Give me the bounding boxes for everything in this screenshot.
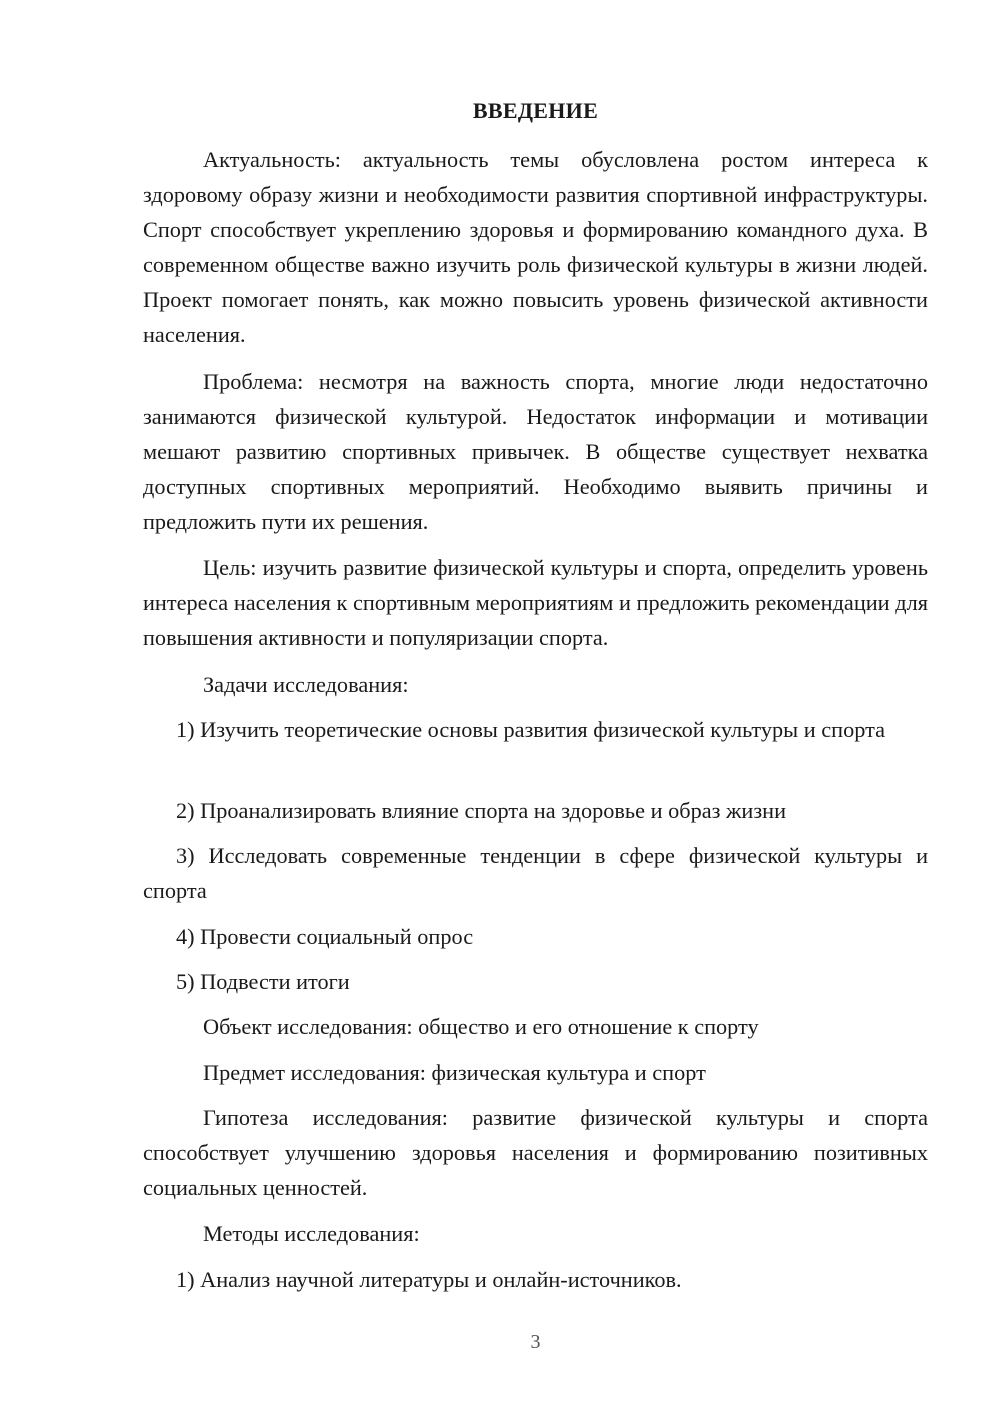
research-subject: Предмет исследования: физическая культура и спорт	[203, 1060, 706, 1085]
task-item-4: 4) Провести социальный опрос	[176, 924, 474, 949]
goal-paragraph: Цель: изучить развитие физической культуры и спорта, определить уровень интереса населения к спортивным мероприятиям и предложить рекомендации для повышения активности и популяризации спорта.	[143, 555, 928, 650]
hypothesis-paragraph: Гипотеза исследования: развитие физической культуры и спорта способствует улучшению здоровья населения и формированию позитивных социальных ценностей.	[143, 1105, 928, 1200]
problem-paragraph: Проблема: несмотря на важность спорта, многие люди недостаточно занимаются физической культурой. Недостаток информации и мотивации мешают развитию спортивных привычек. В обществе существует нехватка доступных спортивных мероприятий. Необходимо выявить причины и предложить пути их решения.	[143, 369, 928, 534]
tasks-heading: Задачи исследования:	[203, 672, 409, 697]
relevance-paragraph: Актуальность: актуальность темы обусловлена ростом интереса к здоровому образу жизни и необходимости развития спортивной инфраструктуры. Спорт способствует укреплению здоровья и формированию командного духа. В современном обществе важно изучить роль физической культуры в жизни людей. Проект помогает понять, как можно повысить уровень физической активности населения.	[143, 147, 928, 347]
research-object: Объект исследования: общество и его отношение к спорту	[203, 1014, 759, 1039]
document-page	[143, 0, 928, 1414]
task-item-1: 1) Изучить теоретические основы развития физической культуры и спорта	[176, 717, 885, 742]
task-item-2: 2) Проанализировать влияние спорта на здоровье и образ жизни	[176, 798, 787, 823]
section-title: ВВЕДЕНИЕ	[472, 98, 599, 123]
methods-heading: Методы исследования:	[203, 1221, 420, 1246]
page-number: 3	[530, 1331, 541, 1353]
task-item-3: 3) Исследовать современные тенденции в сфере физической культуры и спорта	[143, 843, 928, 903]
method-item-1: 1) Анализ научной литературы и онлайн-источников.	[176, 1267, 682, 1292]
task-item-5: 5) Подвести итоги	[176, 969, 350, 994]
